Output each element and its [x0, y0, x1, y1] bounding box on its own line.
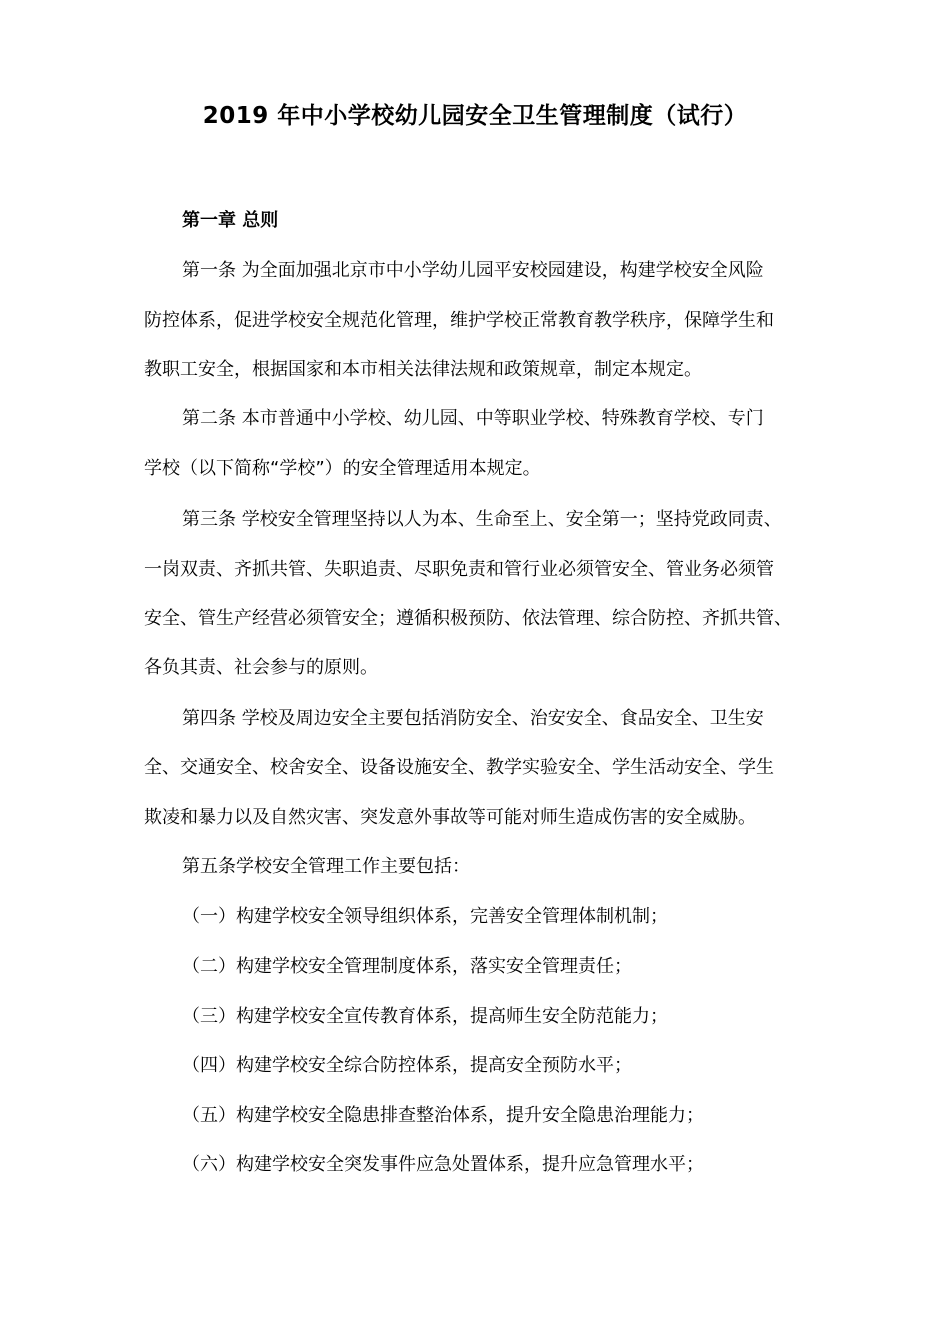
article-5-item-6: （六）构建学校安全突发事件应急处置体系，提升应急管理水平；: [182, 1154, 704, 1175]
article-1-line-1: 第一条 为全面加强北京市中小学幼儿园平安校园建设，构建学校安全风险: [182, 260, 764, 281]
chapter-heading: 第一章 总则: [182, 210, 279, 231]
article-2-line-1: 第二条 本市普通中小学校、幼儿园、中等职业学校、特殊教育学校、专门: [182, 408, 764, 429]
article-3-line-4: 各负其责、社会参与的原则。: [144, 657, 378, 678]
article-1-line-3: 教职工安全，根据国家和本市相关法律法规和政策规章，制定本规定。: [144, 359, 702, 380]
article-4-line-3: 欺凌和暴力以及自然灾害、突发意外事故等可能对师生造成伤害的安全威胁。: [144, 807, 756, 828]
article-1-line-2: 防控体系，促进学校安全规范化管理，维护学校正常教育教学秩序，保障学生和: [144, 310, 774, 331]
article-5-item-2: （二）构建学校安全管理制度体系，落实安全管理责任；: [182, 956, 632, 977]
article-3-line-2: 一岗双责、齐抓共管、失职追责、尽职免责和管行业必须管安全、管业务必须管: [144, 559, 774, 580]
article-3-line-1: 第三条 学校安全管理坚持以人为本、生命至上、安全第一；坚持党政同责、: [182, 509, 782, 530]
article-4-line-1: 第四条 学校及周边安全主要包括消防安全、治安安全、食品安全、卫生安: [182, 708, 764, 729]
article-5-item-3: （三）构建学校安全宣传教育体系，提高师生安全防范能力；: [182, 1006, 668, 1027]
article-2-line-2: 学校（以下简称“学校”）的安全管理适用本规定。: [144, 458, 541, 479]
article-5-item-1: （一）构建学校安全领导组织体系，完善安全管理体制机制；: [182, 906, 668, 927]
article-5-heading: 第五条学校安全管理工作主要包括：: [182, 856, 470, 877]
article-3-line-3: 安全、管生产经营必须管安全；遵循积极预防、依法管理、综合防控、齐抓共管、: [144, 608, 792, 629]
document-title: 2019 年中小学校幼儿园安全卫生管理制度（试行）: [202, 103, 748, 129]
article-4-line-2: 全、交通安全、校舍安全、设备设施安全、教学实验安全、学生活动安全、学生: [144, 757, 774, 778]
article-5-item-4: （四）构建学校安全综合防控体系，提高安全预防水平；: [182, 1055, 632, 1076]
article-5-item-5: （五）构建学校安全隐患排查整治体系，提升安全隐患治理能力；: [182, 1105, 704, 1126]
